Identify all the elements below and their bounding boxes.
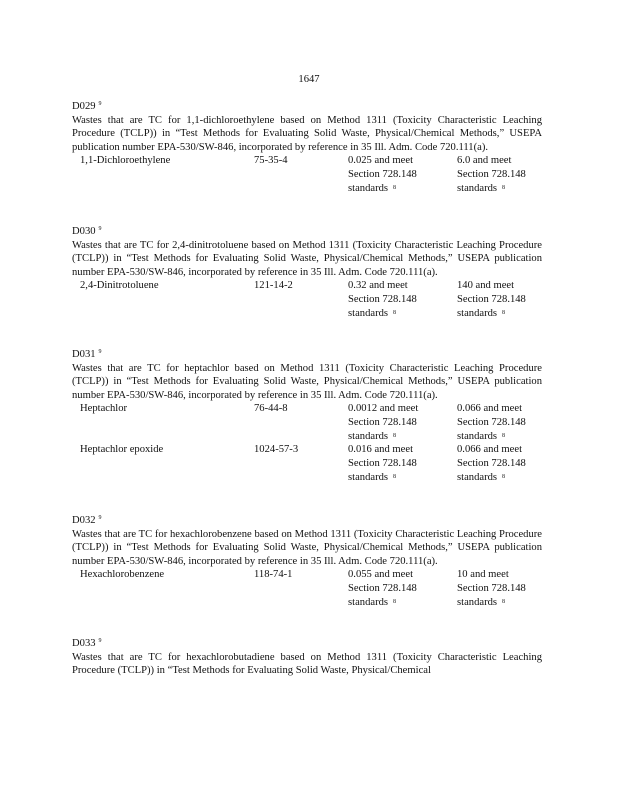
- constituent-name: Heptachlor: [80, 403, 128, 415]
- nonwastewater-standard: 140 and meet Section 728.148 standards $^8$: [457, 280, 526, 319]
- cas-number: 121-14-2: [254, 280, 293, 292]
- waste-description: Wastes that are TC for hexachlorobutadiene based on Method 1311 (Toxicity Characteristic Leaching Procedure (TCLP)) in “Test Methods for Evaluating Solid Waste, Physical/Chemical: [72, 651, 542, 677]
- waste-entry-d033: [72, 637, 542, 678]
- waste-description: Wastes that are TC for 1,1-dichloroethylene based on Method 1311 (Toxicity Characteristic Leaching Procedure (TCLP)) in “Test Methods for Evaluating Solid Waste, Physical/Chemical Methods,” USEPA publication number EPA-530/SW-846, incorporated by reference in 35 Ill. Adm. Code 720.111(a).: [72, 114, 542, 153]
- nonwastewater-standard: 6.0 and meet Section 728.148 standards $^8$: [457, 155, 526, 194]
- cas-number: 76-44-8: [254, 403, 288, 415]
- constituent-row: [72, 402, 542, 443]
- cas-number: 1024-57-3: [254, 444, 299, 456]
- wastewater-standard: 0.0012 and meet Section 728.148 standards $^8$: [348, 403, 419, 442]
- waste-code: D033 $^9$: [72, 638, 102, 649]
- wastewater-standard: 0.055 and meet Section 728.148 standards $^8$: [348, 569, 417, 608]
- cas-number: 118-74-1: [254, 569, 293, 581]
- waste-description: Wastes that are TC for hexachlorobenzene based on Method 1311 (Toxicity Characteristic Leaching Procedure (TCLP)) in “Test Methods for Evaluating Solid Waste, Physical/Chemical Methods,” USEPA publication number EPA-530/SW-846, incorporated by reference in 35 Ill. Adm. Code 720.111(a).: [72, 528, 542, 567]
- wastewater-standard: 0.32 and meet Section 728.148 standards $^8$: [348, 280, 417, 319]
- page-number: 1647: [298, 74, 320, 85]
- nonwastewater-standard: 10 and meet Section 728.148 standards $^8$: [457, 569, 526, 608]
- constituent-name: Heptachlor epoxide: [80, 444, 164, 456]
- wastewater-standard: 0.025 and meet Section 728.148 standards $^8$: [348, 155, 417, 194]
- waste-description: Wastes that are TC for 2,4-dinitrotoluene based on Method 1311 (Toxicity Characteristic Leaching Procedure (TCLP)) in “Test Methods for Evaluating Solid Waste, Physical/Chemical Methods,” USEPA publication number EPA-530/SW-846, incorporated by reference in 35 Ill. Adm. Code 720.111(a).: [72, 239, 542, 278]
- nonwastewater-standard: 0.066 and meet Section 728.148 standards $^8$: [457, 403, 526, 442]
- waste-code: D032 $^9$: [72, 515, 102, 526]
- waste-code: D031 $^9$: [72, 349, 102, 360]
- cas-number: 75-35-4: [254, 155, 288, 167]
- waste-entry-d031: [72, 348, 542, 484]
- constituent-name: 1,1-Dichloroethylene: [80, 155, 171, 167]
- waste-entry-d030: [72, 225, 542, 320]
- waste-entry-d029: [72, 100, 542, 195]
- waste-code: D030 $^9$: [72, 226, 102, 237]
- waste-description: Wastes that are TC for heptachlor based on Method 1311 (Toxicity Characteristic Leaching Procedure (TCLP)) in “Test Methods for Evaluating Solid Waste, Physical/Chemical Methods,” USEPA publication number EPA-530/SW-846, incorporated by reference in 35 Ill. Adm. Code 720.111(a).: [72, 362, 542, 401]
- constituent-row: [72, 443, 542, 484]
- wastewater-standard: 0.016 and meet Section 728.148 standards $^8$: [348, 444, 417, 483]
- nonwastewater-standard: 0.066 and meet Section 728.148 standards $^8$: [457, 444, 526, 483]
- constituent-row: [72, 154, 542, 195]
- constituent-name: Hexachlorobenzene: [80, 569, 165, 581]
- waste-entry-d032: [72, 514, 542, 609]
- waste-code: D029 $^9$: [72, 101, 102, 112]
- constituent-name: 2,4-Dinitrotoluene: [80, 280, 159, 292]
- constituent-row: [72, 568, 542, 609]
- constituent-row: [72, 279, 542, 320]
